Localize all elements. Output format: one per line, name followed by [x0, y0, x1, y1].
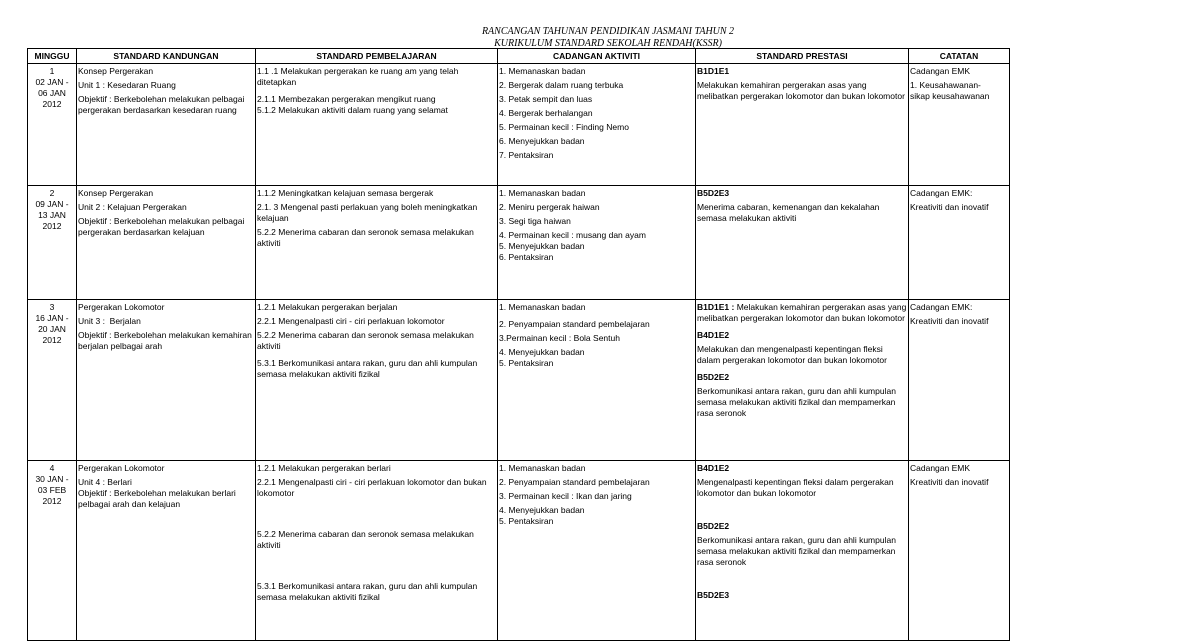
pembelajaran-item: 5.2.2 Menerima cabaran dan seronok semasa melakukan aktiviti: [257, 227, 477, 248]
prestasi-code: B1D1E1 :: [697, 302, 735, 312]
prestasi-cell: [696, 64, 909, 186]
prestasi-text: Melakukan kemahiran pergerakan asas yang melibatkan pergerakan lokomotor dan bukan lokomotor: [697, 80, 905, 101]
pembelajaran-item: 2.1.1 Membezakan pergerakan mengikut ruang: [257, 94, 436, 104]
aktiviti-item: 6. Pentaksiran: [499, 252, 554, 262]
week-start: 16 JAN -: [35, 313, 69, 323]
prestasi-cell: [696, 186, 909, 300]
aktiviti-cell: [498, 300, 696, 461]
aktiviti-item: 6. Menyejukkan badan: [499, 136, 585, 146]
rancangan-table: [27, 48, 1010, 641]
prestasi-code: B1D1E1: [697, 66, 730, 76]
kandungan-unit: Unit 3 : Berjalan: [78, 316, 141, 326]
table-row: [28, 64, 1010, 186]
pembelajaran-cell: [256, 300, 498, 461]
week-start: 30 JAN -: [35, 474, 69, 484]
week-start: 09 JAN -: [35, 199, 69, 209]
week-year: 2012: [42, 335, 62, 345]
table-header-row: [28, 49, 1010, 64]
catatan-line: Kreativiti dan inovatif: [910, 316, 989, 326]
aktiviti-item: 7. Pentaksiran: [499, 150, 554, 160]
table-row: [28, 461, 1010, 641]
pembelajaran-item: 1.2.1 Melakukan pergerakan berjalan: [257, 302, 398, 312]
kandungan-objektif: Objektif : Berkebolehan melakukan pelbagai pergerakan berdasarkan kelajuan: [78, 216, 247, 237]
pembelajaran-item: 5.1.2 Melakukan aktiviti dalam ruang yang selamat: [257, 105, 448, 115]
aktiviti-item: 1. Memanaskan badan: [499, 302, 586, 312]
prestasi-text: Berkomunikasi antara rakan, guru dan ahli kumpulan semasa melakukan aktiviti fizikal dan mempamerkan rasa seronok: [697, 535, 899, 567]
aktiviti-item: 3.Permainan kecil : Bola Sentuh: [499, 333, 620, 343]
kandungan-objektif: Objektif : Berkebolehan melakukan pelbagai pergerakan berdasarkan kesedaran ruang: [78, 94, 247, 115]
header-standard-pembelajaran: STANDARD PEMBELAJARAN: [256, 49, 498, 64]
kandungan-unit: Unit 2 : Kelajuan Pergerakan: [78, 202, 187, 212]
catatan-cell: [909, 300, 1010, 461]
catatan-cell: [909, 461, 1010, 641]
pembelajaran-item: 2.1. 3 Mengenal pasti perlakuan yang boleh meningkatkan kelajuan: [257, 202, 480, 223]
pembelajaran-cell: [256, 461, 498, 641]
pembelajaran-item: 2.2.1 Mengenalpasti ciri - ciri perlakuan lokomotor: [257, 316, 445, 326]
catatan-cell: [909, 64, 1010, 186]
minggu-cell: [28, 186, 77, 300]
pembelajaran-item: 5.2.2 Menerima cabaran dan seronok semasa melakukan aktiviti: [257, 529, 477, 550]
aktiviti-item: 3. Permainan kecil : Ikan dan jaring: [499, 491, 632, 501]
prestasi-code: B4D1E2: [697, 330, 730, 340]
aktiviti-item: 3. Segi tiga haiwan: [499, 216, 571, 226]
kandungan-unit: Unit 1 : Kesedaran Ruang: [78, 80, 176, 90]
prestasi-cell: [696, 300, 909, 461]
catatan-line: Cadangan EMK: [910, 463, 971, 473]
minggu-cell: [28, 461, 77, 641]
aktiviti-item: 1. Memanaskan badan: [499, 188, 586, 198]
kandungan-cell: [77, 64, 256, 186]
prestasi-code: B5D2E2: [697, 521, 730, 531]
prestasi-code: B4D1E2: [697, 463, 730, 473]
aktiviti-item: 4. Menyejukkan badan: [499, 505, 585, 515]
prestasi-text: Mengenalpasti kepentingan fleksi dalam pergerakan lokomotor dan bukan lokomotor: [697, 477, 896, 498]
header-catatan: CATATAN: [909, 49, 1010, 64]
document-title: RANCANGAN TAHUNAN PENDIDIKAN JASMANI TAHUN 2: [481, 26, 735, 37]
week-number: 3: [49, 302, 55, 312]
aktiviti-cell: [498, 461, 696, 641]
week-end: 13 JAN: [38, 210, 66, 220]
week-year: 2012: [42, 221, 62, 231]
week-end: 06 JAN: [38, 88, 66, 98]
aktiviti-item: 2. Penyampaian standard pembelajaran: [499, 477, 650, 487]
prestasi-entry: [697, 302, 907, 324]
aktiviti-item: 2. Bergerak dalam ruang terbuka: [499, 80, 624, 90]
aktiviti-item: 1. Memanaskan badan: [499, 463, 586, 473]
minggu-cell: [28, 300, 77, 461]
catatan-line: sikap keusahawanan: [910, 91, 990, 101]
catatan-line: Kreativiti dan inovatif: [910, 202, 989, 212]
kandungan-cell: [77, 461, 256, 641]
kandungan-objektif: Objektif : Berkebolehan melakukan berlari pelbagai arah dan kelajuan: [78, 488, 239, 509]
week-number: 4: [49, 463, 55, 473]
aktiviti-item: 5. Pentaksiran: [499, 358, 554, 368]
aktiviti-cell: [498, 186, 696, 300]
pembelajaran-cell: [256, 186, 498, 300]
kandungan-unit: Unit 4 : Berlari: [78, 477, 132, 487]
aktiviti-item: 4. Menyejukkan badan: [499, 347, 585, 357]
prestasi-text: Melakukan dan mengenalpasti kepentingan fleksi dalam pergerakan lokomotor dan bukan lokomotor: [697, 344, 887, 365]
catatan-line: Cadangan EMK: [910, 66, 971, 76]
aktiviti-cell: [498, 64, 696, 186]
document-subtitle: KURIKULUM STANDARD SEKOLAH RENDAH(KSSR): [494, 38, 722, 49]
prestasi-code: B5D2E3: [697, 188, 730, 198]
aktiviti-item: 5. Pentaksiran: [499, 516, 554, 526]
catatan-cell: [909, 186, 1010, 300]
aktiviti-item: 5. Permainan kecil : Finding Nemo: [499, 122, 629, 132]
week-year: 2012: [42, 496, 62, 506]
header-minggu: MINGGU: [28, 49, 77, 64]
prestasi-cell: [696, 461, 909, 641]
prestasi-code: B5D2E3: [697, 590, 730, 600]
week-start: 02 JAN -: [35, 77, 69, 87]
aktiviti-item: 2. Penyampaian standard pembelajaran: [499, 319, 650, 329]
minggu-cell: [28, 64, 77, 186]
prestasi-text: Melakukan kemahiran pergerakan asas yang melibatkan pergerakan lokomotor dan bukan lokomotor: [697, 302, 909, 323]
pembelajaran-item: 5.2.2 Menerima cabaran dan seronok semasa melakukan aktiviti: [257, 330, 477, 351]
kandungan-cell: [77, 186, 256, 300]
kandungan-cell: [77, 300, 256, 461]
pembelajaran-item: 1.2.1 Melakukan pergerakan berlari: [257, 463, 391, 473]
table-row: [28, 186, 1010, 300]
prestasi-text: Menerima cabaran, kemenangan dan kekalahan semasa melakukan aktiviti: [697, 202, 882, 223]
pembelajaran-cell: [256, 64, 498, 186]
kandungan-topic: Konsep Pergerakan: [78, 188, 154, 198]
aktiviti-item: 2. Meniru pergerak haiwan: [499, 202, 600, 212]
prestasi-code: B5D2E2: [697, 372, 730, 382]
kandungan-topic: Konsep Pergerakan: [78, 66, 154, 76]
aktiviti-item: 4. Permainan kecil : musang dan ayam: [499, 230, 646, 240]
catatan-line: Cadangan EMK:: [910, 188, 973, 198]
week-number: 2: [49, 188, 55, 198]
pembelajaran-item: 1.1 .1 Melakukan pergerakan ke ruang am yang telah ditetapkan: [257, 66, 461, 87]
kandungan-topic: Pergerakan Lokomotor: [78, 463, 165, 473]
week-end: 20 JAN: [38, 324, 66, 334]
catatan-line: Cadangan EMK:: [910, 302, 973, 312]
kandungan-topic: Pergerakan Lokomotor: [78, 302, 165, 312]
catatan-line: 1. Keusahawanan-: [910, 80, 981, 90]
pembelajaran-item: 5.3.1 Berkomunikasi antara rakan, guru dan ahli kumpulan semasa melakukan aktiviti fizikal: [257, 581, 480, 602]
week-end: 03 FEB: [37, 485, 67, 495]
catatan-line: Kreativiti dan inovatif: [910, 477, 989, 487]
aktiviti-item: 3. Petak sempit dan luas: [499, 94, 593, 104]
aktiviti-item: 1. Memanaskan badan: [499, 66, 586, 76]
header-standard-kandungan: STANDARD KANDUNGAN: [77, 49, 256, 64]
pembelajaran-item: 1.1.2 Meningkatkan kelajuan semasa bergerak: [257, 188, 434, 198]
aktiviti-item: 4. Bergerak berhalangan: [499, 108, 593, 118]
week-number: 1: [49, 66, 55, 76]
header-cadangan-aktiviti: CADANGAN AKTIVITI: [498, 49, 696, 64]
kandungan-objektif: Objektif : Berkebolehan melakukan kemahiran berjalan pelbagai arah: [78, 330, 255, 351]
pembelajaran-item: 2.2.1 Mengenalpasti ciri - ciri perlakuan lokomotor dan bukan lokomotor: [257, 477, 489, 498]
pembelajaran-item: 5.3.1 Berkomunikasi antara rakan, guru dan ahli kumpulan semasa melakukan aktiviti fizikal: [257, 358, 480, 379]
table-row: [28, 300, 1010, 461]
prestasi-text: Berkomunikasi antara rakan, guru dan ahli kumpulan semasa melakukan aktiviti fizikal dan mempamerkan rasa seronok: [697, 386, 899, 418]
week-year: 2012: [42, 99, 62, 109]
header-standard-prestasi: STANDARD PRESTASI: [696, 49, 909, 64]
aktiviti-item: 5. Menyejukkan badan: [499, 241, 585, 251]
